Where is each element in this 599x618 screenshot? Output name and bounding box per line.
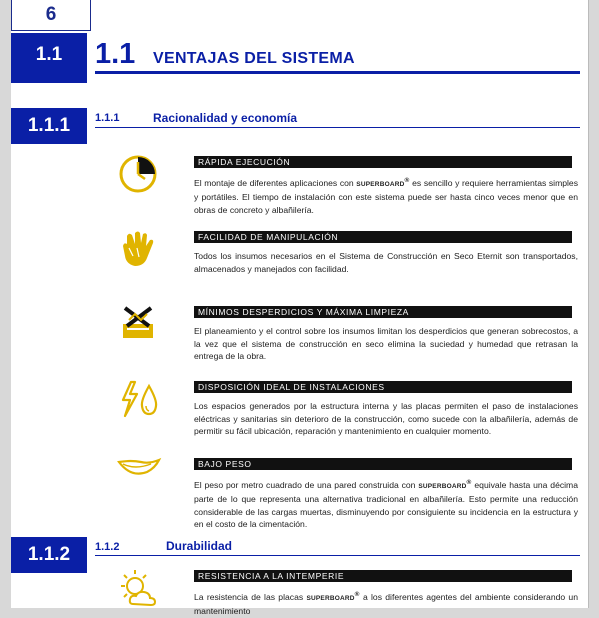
item-text: Todos los insumos necesarios en el Sistema de Construcción en Seco Eternit son transportados, almacenados y manejados con facilidad. [194,251,578,274]
section-number-box: 1.1 [11,33,87,83]
brand-name: SUPERBOARD [418,482,467,490]
item-heading: BAJO PESO [194,458,572,470]
lightning-drop-icon [115,376,161,422]
item-text: Los espacios generados por la estructura interna y las placas permiten el paso de instalaciones eléctricas y sanitarias sin deterioro de la construcción, como sucede con la albañilería, además de permitir su fácil ubicación, reparación y mantenimiento en cualquier momento. [194,401,578,436]
subsection-number-box: 1.1.1 [11,108,87,144]
item-heading: DISPOSICIÓN IDEAL DE INSTALACIONES [194,381,572,393]
subsection-rule [95,127,580,128]
sun-cloud-icon [115,566,161,612]
subsection-rule [95,555,580,556]
item-heading: FACILIDAD DE MANIPULACIÓN [194,231,572,243]
item-text: El montaje de diferentes aplicaciones con SUPERBOARD® es sencillo y requiere herramientas simples y portátiles. El tiempo de instalación con este sistema puede ser hasta cinco veces menor que en obras de concreto y albañilería. [194,177,578,215]
subsection-number: 1.1.1 [95,112,120,124]
brand-name: SUPERBOARD [306,594,355,602]
section-title: VENTAJAS DEL SISTEMA [153,50,355,67]
section-rule [95,71,580,74]
item-text: La resistencia de las placas SUPERBOARD® a los diferentes agentes del ambiente considerando un mantenimiento [194,591,578,617]
item-text: El planeamiento y el control sobre los insumos limitan los desperdicios que generan sobrecostos, a la vez que el sistema de construcción en seco elimina la suciedad y humedad que retrasan la entrega de la obra. [194,326,578,361]
item-text: El peso por metro cuadrado de una pared construida con SUPERBOARD® equivale hasta una décima parte de lo que representa una alternativa tradicional en albañilería. Esto permite una reducción considerable de las cargas muertas, disminuyendo por consiguiente su incidencia en la estructura y en el costo de la cimentación. [194,479,578,530]
subsection-number-box: 1.1.2 [11,537,87,573]
item-heading: RÁPIDA EJECUCIÓN [194,156,572,168]
item-heading: MÍNIMOS DESPERDICIOS Y MÁXIMA LIMPIEZA [194,306,572,318]
item-heading: RESISTENCIA A LA INTEMPERIE [194,570,572,582]
subsection-title: Durabilidad [166,539,233,553]
feather-icon [115,448,161,494]
brand-name: SUPERBOARD [356,180,405,188]
glove-icon [115,226,161,272]
document-page [11,0,589,617]
section-number: 1.1 [95,38,136,70]
clock-icon [115,150,161,196]
subsection-number: 1.1.2 [95,541,120,553]
subsection-title: Racionalidad y economía [153,111,298,125]
page-number: 6 [11,0,91,31]
waste-box-icon [115,300,161,346]
